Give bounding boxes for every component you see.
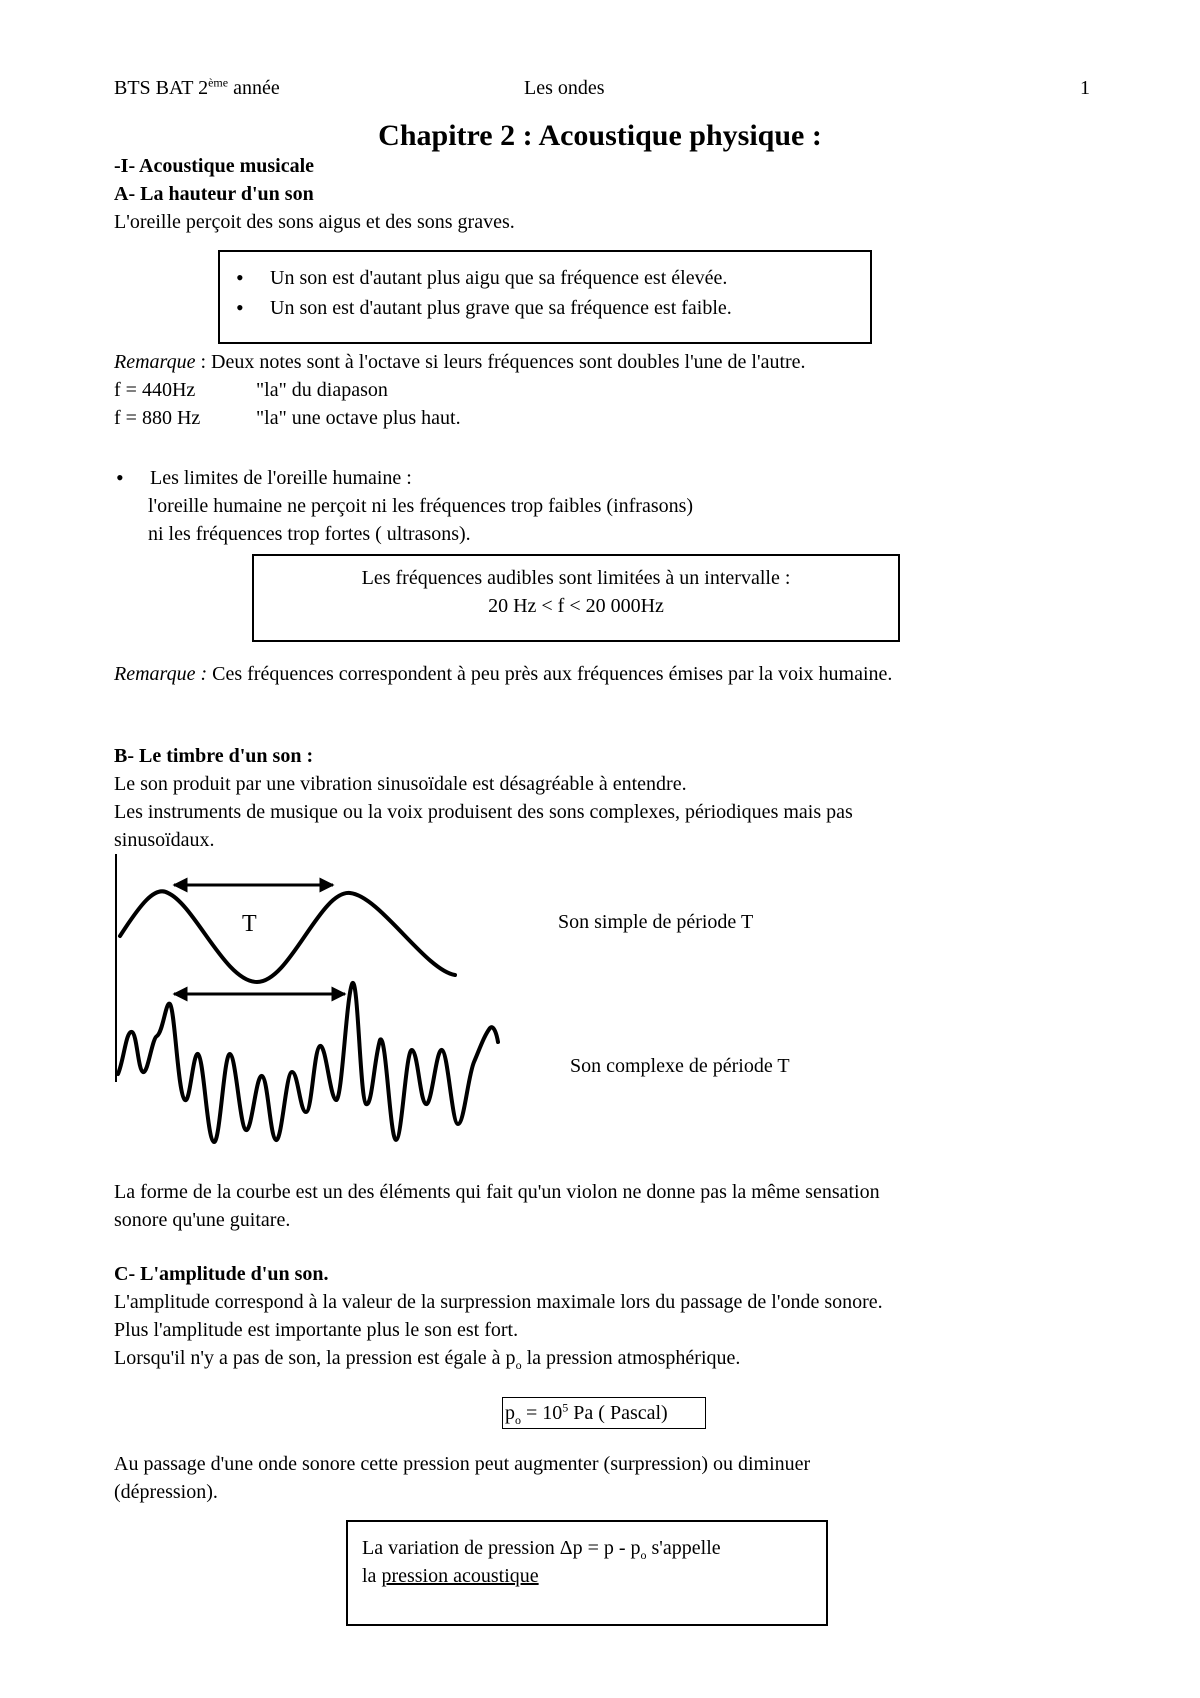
section-b-after-1: La forme de la courbe est un des éléments qui fait qu'un violon ne donne pas la même sensation <box>114 1181 880 1203</box>
line3-text: Lorsqu'il n'y a pas de son, la pression est égale à p <box>114 1347 516 1369</box>
remark-text: : Deux notes sont à l'octave si leurs fréquences sont doubles l'une de l'autre. <box>195 351 806 373</box>
def-term-acoustic-pressure: pression acoustique <box>381 1565 539 1587</box>
line3-end: la pression atmosphérique. <box>521 1347 741 1369</box>
section-a-intro: L'oreille perçoit des sons aigus et des sons graves. <box>114 211 515 233</box>
section-c-line-4: Au passage d'une onde sonore cette pression peut augmenter (surpression) ou diminuer <box>114 1453 811 1475</box>
def-line-2 <box>362 1562 539 1590</box>
section-c-line-1: L'amplitude correspond à la valeur de la surpression maximale lors du passage de l'onde sonore. <box>114 1291 883 1313</box>
line3-sub: o <box>515 1358 522 1372</box>
section-b-after-2: sonore qu'une guitare. <box>114 1209 291 1231</box>
bullet-dot: • <box>236 265 244 290</box>
page-title: Chapitre 2 : Acoustique physique : <box>378 119 822 152</box>
section-c-heading: C- L'amplitude d'un son. <box>114 1263 329 1285</box>
header-course-suffix: année <box>228 77 280 99</box>
pitch-rule-1: Un son est d'autant plus aigu que sa fréquence est élevée. <box>270 267 728 289</box>
section-1-heading: -I- Acoustique musicale <box>114 155 314 177</box>
limits-line-1: l'oreille humaine ne perçoit ni les fréquences trop faibles (infrasons) <box>148 495 694 517</box>
section-b-line-1: Le son produit par une vibration sinusoïdale est désagréable à entendre. <box>114 773 687 795</box>
formula-sup: 5 <box>562 1400 569 1415</box>
atmospheric-pressure-formula <box>502 1397 706 1429</box>
bullet-dot: • <box>116 465 124 490</box>
bullet-dot: • <box>236 295 244 320</box>
section-a-heading: A- La hauteur d'un son <box>114 183 314 205</box>
section-c-line-3 <box>114 1344 740 1372</box>
simple-sound-label: Son simple de période T <box>558 911 754 933</box>
formula-end: Pa ( Pascal) <box>568 1402 668 1424</box>
freq-440: f = 440Hz <box>114 379 196 401</box>
section-c-line-5: (dépression). <box>114 1481 218 1503</box>
section-b-line-2: Les instruments de musique ou la voix produisent des sons complexes, périodiques mais pas <box>114 801 853 823</box>
def-sub: o <box>640 1548 647 1562</box>
section-c-line-2: Plus l'amplitude est importante plus le son est fort. <box>114 1319 519 1341</box>
def-line2a: la <box>362 1565 382 1587</box>
audible-line-1: Les fréquences audibles sont limitées à un intervalle : <box>361 567 791 589</box>
header-subject: Les ondes <box>524 77 605 99</box>
complex-wave <box>118 983 498 1142</box>
section-b-heading: B- Le timbre d'un son : <box>114 745 314 767</box>
header-course-text: BTS BAT 2 <box>114 77 209 99</box>
freq-880-desc: "la" une octave plus haut. <box>256 407 461 429</box>
formula-p: p <box>505 1402 515 1424</box>
remark2-text: Ces fréquences correspondent à peu près aux fréquences émises par la voix humaine. <box>207 663 893 685</box>
complex-sound-label: Son complexe de période T <box>570 1055 790 1077</box>
formula-sub: o <box>515 1413 521 1427</box>
def-line1a: La variation de pression Δp = p - p <box>362 1537 641 1559</box>
remark2-label: Remarque : <box>114 663 208 685</box>
remark-label: Remarque <box>114 351 196 373</box>
period-label-t: T <box>242 911 257 937</box>
def-line-1 <box>362 1534 721 1562</box>
header-course-sup: ème <box>208 75 229 90</box>
pitch-rule-2: Un son est d'autant plus grave que sa fréquence est faible. <box>270 297 732 319</box>
simple-sine-wave <box>120 891 455 982</box>
freq-880: f = 880 Hz <box>114 407 201 429</box>
freq-440-desc: "la" du diapason <box>256 379 388 401</box>
section-b-line-3: sinusoïdaux. <box>114 829 215 851</box>
def-line1b: s'appelle <box>646 1537 721 1559</box>
limits-title: Les limites de l'oreille humaine : <box>150 467 412 489</box>
formula-mid: = 10 <box>521 1402 563 1424</box>
audible-line-2: 20 Hz < f < 20 000Hz <box>488 595 664 617</box>
header-page-number: 1 <box>1080 77 1090 99</box>
limits-line-2: ni les fréquences trop fortes ( ultrasons). <box>148 523 471 545</box>
